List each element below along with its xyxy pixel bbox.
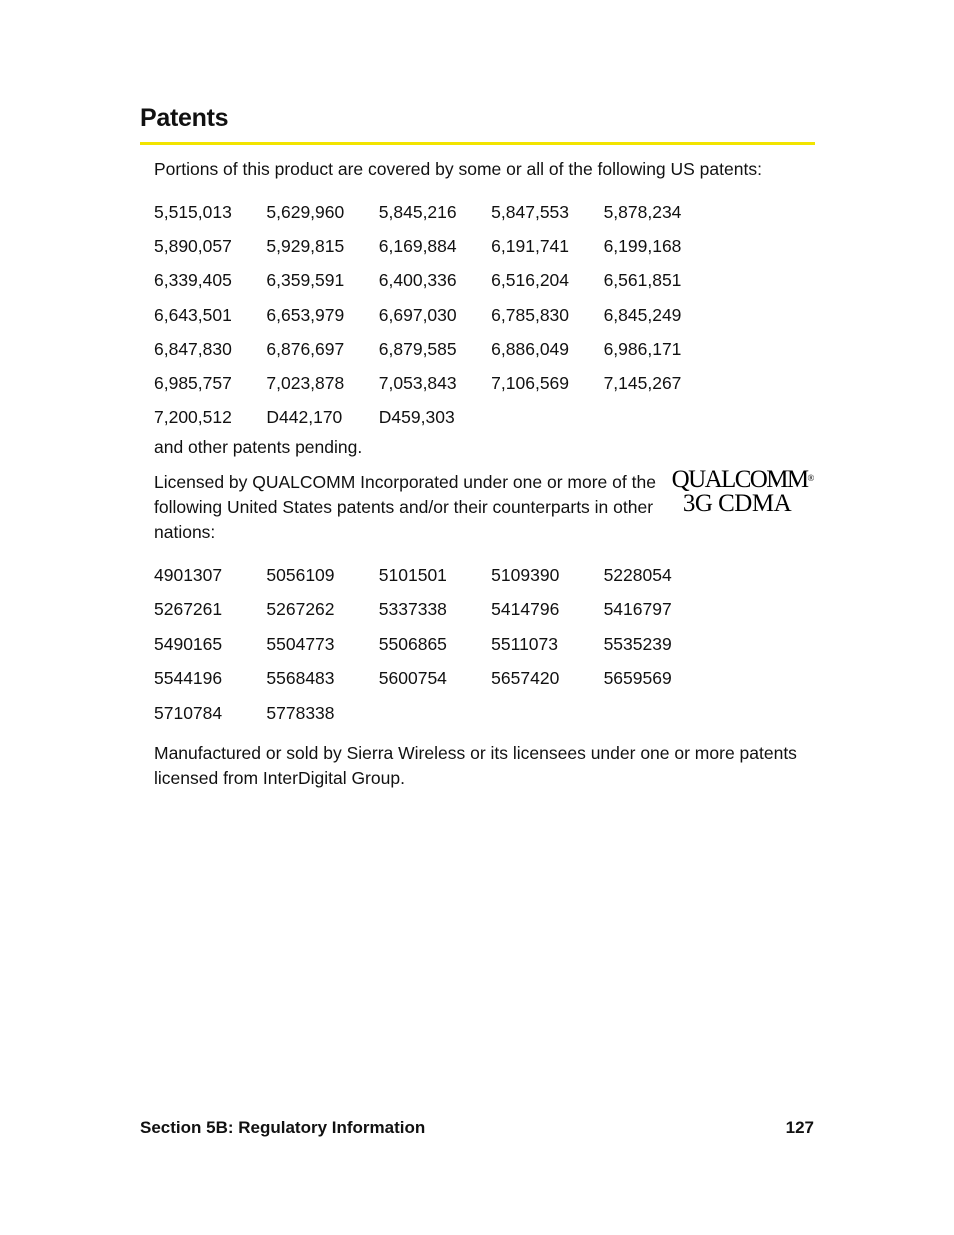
patent-number: 6,879,585 — [378, 338, 457, 359]
patent-number: 5490165 — [154, 633, 223, 654]
patent-row — [154, 332, 716, 366]
title-rule — [140, 142, 815, 145]
logo-brand: QUALCOMM — [671, 466, 808, 494]
patent-number: 7,023,878 — [266, 373, 345, 394]
patent-number: 5506865 — [378, 633, 447, 654]
patent-number: 7,106,569 — [491, 373, 570, 394]
patent-number: 5056109 — [266, 564, 335, 585]
patent-number: 5101501 — [378, 564, 447, 585]
patent-number: 6,876,697 — [266, 338, 345, 359]
patent-number: 5659569 — [603, 668, 672, 689]
patent-number: 7,145,267 — [603, 373, 682, 394]
patent-number: 6,886,049 — [491, 338, 570, 359]
patent-number: 6,785,830 — [491, 304, 570, 325]
patent-number: 5,890,057 — [154, 235, 232, 256]
patent-number: 5267261 — [154, 599, 223, 620]
patent-number: 6,516,204 — [491, 270, 570, 291]
patent-number: 6,643,501 — [154, 304, 232, 325]
patent-number: 5267262 — [266, 599, 335, 620]
patent-number: 5778338 — [266, 702, 335, 723]
patent-number: 6,169,884 — [378, 235, 457, 256]
patent-number — [491, 401, 603, 435]
patent-number: 5600754 — [378, 668, 447, 689]
patent-number: 5544196 — [154, 668, 223, 689]
page-content — [154, 157, 819, 791]
patent-number: 6,697,030 — [378, 304, 457, 325]
patent-number: 5416797 — [603, 599, 672, 620]
patent-row — [154, 696, 716, 731]
qualcomm-patent-table — [154, 558, 716, 731]
logo-subtitle: 3G CDMA — [682, 490, 792, 518]
patent-number — [379, 696, 491, 731]
patent-number: 5109390 — [491, 564, 560, 585]
patent-row — [154, 298, 716, 332]
patent-number: 5504773 — [266, 633, 335, 654]
patent-number: D459,303 — [378, 407, 455, 428]
patent-number: 6,653,979 — [266, 304, 345, 325]
patent-number: 5,515,013 — [154, 201, 232, 222]
patent-row — [154, 229, 716, 263]
patent-number: 6,845,249 — [603, 304, 682, 325]
patent-number: 6,561,851 — [603, 270, 682, 291]
patent-number: 6,199,168 — [603, 235, 682, 256]
patent-row — [154, 662, 716, 697]
patent-number: 6,986,171 — [603, 338, 682, 359]
manufactured-text: Manufactured or sold by Sierra Wireless or its licensees under one or more patents licensed from InterDigital Group. — [154, 742, 797, 788]
patent-number: 5,847,553 — [491, 201, 570, 222]
patent-number: 5414796 — [491, 599, 560, 620]
patent-number: 6,400,336 — [378, 270, 457, 291]
patent-number: 5535239 — [603, 633, 672, 654]
patent-number: 6,339,405 — [154, 270, 232, 291]
footer-section: Section 5B: Regulatory Information — [140, 1118, 426, 1137]
patent-number: 7,200,512 — [154, 407, 232, 428]
patent-row — [154, 195, 716, 229]
registered-mark: ® — [807, 473, 815, 484]
intro-text: Portions of this product are covered by some or all of the following US patents: — [154, 159, 762, 179]
patent-row — [154, 627, 716, 662]
patent-row — [154, 264, 716, 298]
patent-number: 5,929,815 — [266, 235, 345, 256]
patent-number — [491, 696, 603, 731]
page-title: Patents — [140, 104, 229, 132]
licensed-text: Licensed by QUALCOMM Incorporated under one or more of the following United States patents and/or their counterparts in other nations: — [154, 472, 656, 543]
patent-number: 6,359,591 — [266, 270, 345, 291]
patent-number: 6,191,741 — [491, 235, 570, 256]
patent-number: 5,878,234 — [603, 201, 682, 222]
patent-number: 5568483 — [266, 668, 335, 689]
patent-row — [154, 401, 716, 435]
pending-text: and other patents pending. — [154, 437, 363, 458]
patent-number — [604, 696, 716, 731]
patent-number: 4901307 — [154, 564, 223, 585]
patent-number: 5337338 — [378, 599, 447, 620]
patent-number: 5,629,960 — [266, 201, 345, 222]
patent-number: D442,170 — [266, 407, 343, 428]
patent-number: 5,845,216 — [378, 201, 457, 222]
patent-row — [154, 366, 716, 400]
patent-row — [154, 593, 716, 628]
patent-number — [604, 401, 716, 435]
patent-row — [154, 558, 716, 593]
patent-number: 5657420 — [491, 668, 560, 689]
patent-number: 5228054 — [603, 564, 672, 585]
patent-number: 5710784 — [154, 702, 223, 723]
patent-number: 6,847,830 — [154, 338, 232, 359]
patent-number: 6,985,757 — [154, 373, 232, 394]
licensed-block — [154, 466, 819, 558]
us-patent-table — [154, 195, 716, 435]
patent-number: 5511073 — [491, 633, 559, 654]
patent-number: 7,053,843 — [378, 373, 457, 394]
qualcomm-logo — [668, 468, 818, 516]
page-number: 127 — [785, 1118, 814, 1137]
